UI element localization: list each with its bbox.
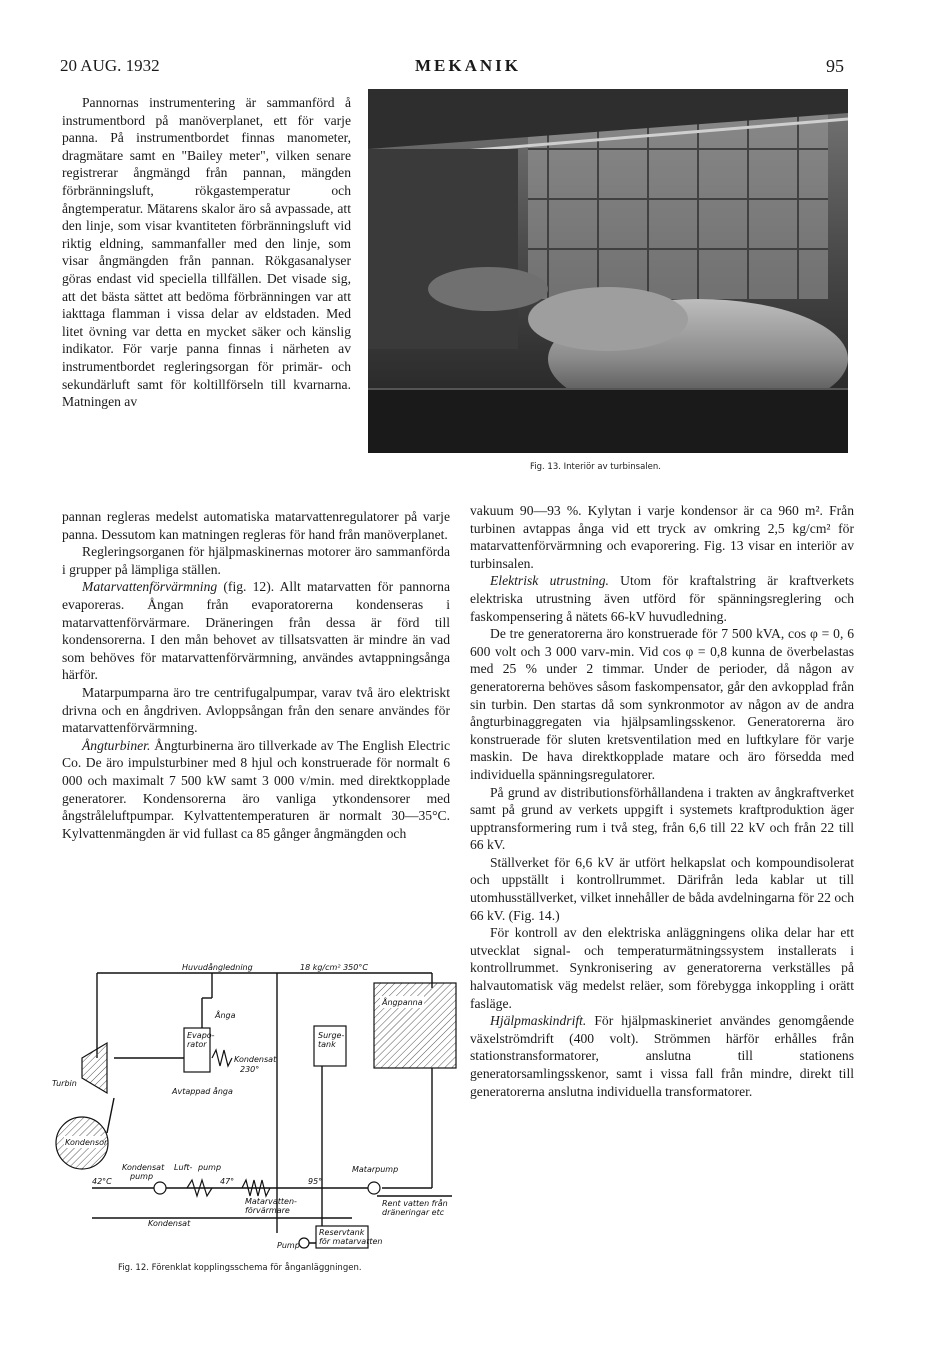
page-number: 95 (826, 56, 844, 76)
label: Surge- (318, 1031, 345, 1040)
feed-pump-symbol (368, 1182, 380, 1194)
paragraph: De tre generatorerna äro konstruerade för 7 500 kVA, cos φ = 0, 6 600 volt och 3 000 varv-min. Vid cos φ = 0,8 kunna de överbelastas med 25 % under 2 timmar. Under de perioder, då någon av generatorerna behöves såsom faskompensator, går den avkopplad från sin turbin. Den startas då som synkronmotor av någon av de andra ångturbinaggregaten via hjälpsamlingsskenor. Generatorerna äro konstruerade för sluten kretsventilation med en luftkylare för varje maskin. De hava direktkopplade matare och äro försedda med individuella spänningsregulatorer. (470, 626, 854, 782)
label: Pump (277, 1241, 300, 1250)
paragraph: På grund av distributionsförhållandena i trakten av ångkraftverket samt på grund av verkets uppgift i systemets kraftproduktion äger upptransformering rum i två steg, från 6,6 till 22 kV och från 22 till 66 kV. (470, 784, 854, 853)
label: tank (318, 1040, 336, 1049)
label: pump (130, 1172, 154, 1181)
paragraph: Regleringsorganen för hjälpmaskinernas motorer äro sammanförda i grupper på lämpliga ställen. (62, 544, 450, 577)
paragraph: Pannornas instrumentering är sammanförd å instrumentbord på manöverplanet, ett för varje panna. På instrumentbordet finnas manometer, dragmätare samt en "Bailey meter", vilken senare registrerar ångmängd från pannan, mängden förbränningsluft, rökgastemperatur och ångtemperatur. Mätarens skalor äro så avpassade, att den linje, som visar kvantiteten förbränningsluft vid riktig eldning, sammanfaller med den linje, som visar ångmängden från pannan. Rökgasanalyser göras endast vid speciella tillfällen. Det visade sig, att det bästa sättet att bedöma förbränningen var att iakttaga flamman i vissa delar av eldstaden. Med litet övning var detta en mycket säker och känslig indikator. För varje panna finnas i närheten av instrumentbordet regleringsorgan för primär- och sekundärluft samt för koltillförseln till kvarnarna. Matningen av (62, 95, 351, 410)
run-in-heading: Matarvattenförvärmning (82, 579, 218, 595)
label: 18 kg/cm² 350°C (300, 963, 368, 972)
paragraph: Matarpumparna äro tre centrifugalpumpar, varav två äro elektriskt drivna och en ångdriven. Avloppsångan från den senare användes för matarvattenförvärmning. (62, 684, 450, 736)
label: pump (198, 1163, 222, 1172)
left-column-bottom (62, 508, 450, 842)
paragraph: Matarvattenförvärmning (fig. 12). Allt matarvatten för pannorna evaporeras. Ångan från evaporatorerna kondenseras i matarvattenförvärmare. Dräneringen från dessa är förd till kondensorerna. I den mån behovet av tillsatsvatten är mindre än vad som behöves för matarvattenförvärmning, användes avtappningsånga härför. (62, 579, 450, 683)
paragraph: Ställverket för 6,6 kV är utfört helkapslat och kompoundisolerat och uppställt i kontrollrummet. Därifrån leda kablar ut till utomhusställverket, vilket innehåller de båda avdelningarna för 22 och 66 kV. (Fig. 14.) (470, 854, 854, 923)
turbine-hall-photo (368, 89, 848, 453)
label: 42°C (92, 1177, 112, 1186)
label: Evapo- (187, 1031, 215, 1040)
fig13-caption: Fig. 13. Interiör av turbinsalen. (530, 462, 661, 472)
label: Turbin (52, 1079, 77, 1088)
paragraph: pannan regleras medelst automatiska matarvattenregulatorer på varje panna. Dessutom kan matningen regleras för hand från manöverplanet. (62, 509, 450, 542)
label: Avtappad ånga (172, 1087, 233, 1096)
label: 47° (220, 1177, 235, 1186)
turbine-symbol (82, 1043, 107, 1093)
label: förvärmare (245, 1206, 290, 1215)
boiler-box (374, 983, 456, 1068)
fig12-schematic (52, 958, 472, 1254)
paragraph: Elektrisk utrustning. Utom för kraftalstring är kraftverkets elektriska utrustning även utförd för spänningsreglering och faskompensering å nätets 66-kV huvudledning. (470, 573, 854, 624)
label: Kondensor (65, 1138, 108, 1147)
reserve-pump-symbol (299, 1238, 309, 1248)
paragraph: vakuum 90—93 %. Kylytan i varje kondensor är ca 960 m². Från turbinen avtappas ånga vid ett tryck av omkring 2,5 kg/cm² för matarvattenförvärmning och evaporering. Fig. 13 visar en interiör av turbinsalen. (470, 503, 854, 571)
label: Kondensat (234, 1055, 277, 1064)
run-in-heading: Elektrisk utrustning. (490, 573, 609, 589)
paragraph: För kontroll av den elektriska anläggningens olika delar har ett utvecklat signal- och temperaturmätningssystem installerats i kontrollrummet. Synkronisering av generatorerna verkställes på halvautomatisk väg medelst reläer, som förebygga inkoppling i orätt fasläge. (470, 925, 854, 1011)
left-column-top (62, 94, 351, 411)
run-in-heading: Ångturbiner. (82, 737, 151, 753)
label: Rent vatten från (382, 1199, 448, 1208)
label: Matarvatten- (245, 1197, 297, 1206)
fig12-caption: Fig. 12. Förenklat kopplingsschema för ånganläggningen. (118, 1263, 362, 1273)
label: dräneringar etc (382, 1208, 445, 1217)
label: Luft- (174, 1163, 193, 1172)
label: rator (187, 1040, 207, 1049)
journal-title: MEKANIK (415, 56, 521, 75)
label: Matarpump (352, 1165, 399, 1174)
label: Kondensat (122, 1163, 165, 1172)
label: 230° (240, 1065, 260, 1074)
label: Ångpanna (382, 998, 423, 1007)
header-date: 20 AUG. 1932 (60, 56, 160, 75)
condensate-pump-symbol (154, 1182, 166, 1194)
label: 95° (308, 1177, 323, 1186)
right-column (470, 502, 854, 1100)
label: Reservtank (319, 1228, 365, 1237)
label: Huvudångledning (182, 963, 253, 972)
label: för matarvatten (319, 1237, 383, 1246)
label: Kondensat (148, 1219, 191, 1228)
paragraph: Ångturbiner. Ångturbinerna äro tillverkade av The English Electric Co. De äro impulsturbiner med 8 hjul och konstruerade för normalt 6 000 och maximalt 7 500 kW samt 3 000 v/min. med direktkopplade generatorer. Kondensorerna äro vanliga ytkondensorer med ångstråleluftpumpar. Kylvattentemperaturen är normalt 30—35°C. Kylvattenmängden är vid fullast ca 85 gånger ångmängden och (62, 737, 450, 841)
paragraph: Hjälpmaskindrift. För hjälpmaskineriet användes genomgående växelströmdrift (400 volt). Strömmen härför erhålles från stationstransformatorer, anslutna till stationens generatorsamlingsskenor, samt i vissa fall från mindre, direkt till generatorerna anslutna individuella transformatorer. (470, 1013, 854, 1099)
label: Ånga (215, 1011, 236, 1020)
run-in-heading: Hjälpmaskindrift. (490, 1013, 587, 1029)
